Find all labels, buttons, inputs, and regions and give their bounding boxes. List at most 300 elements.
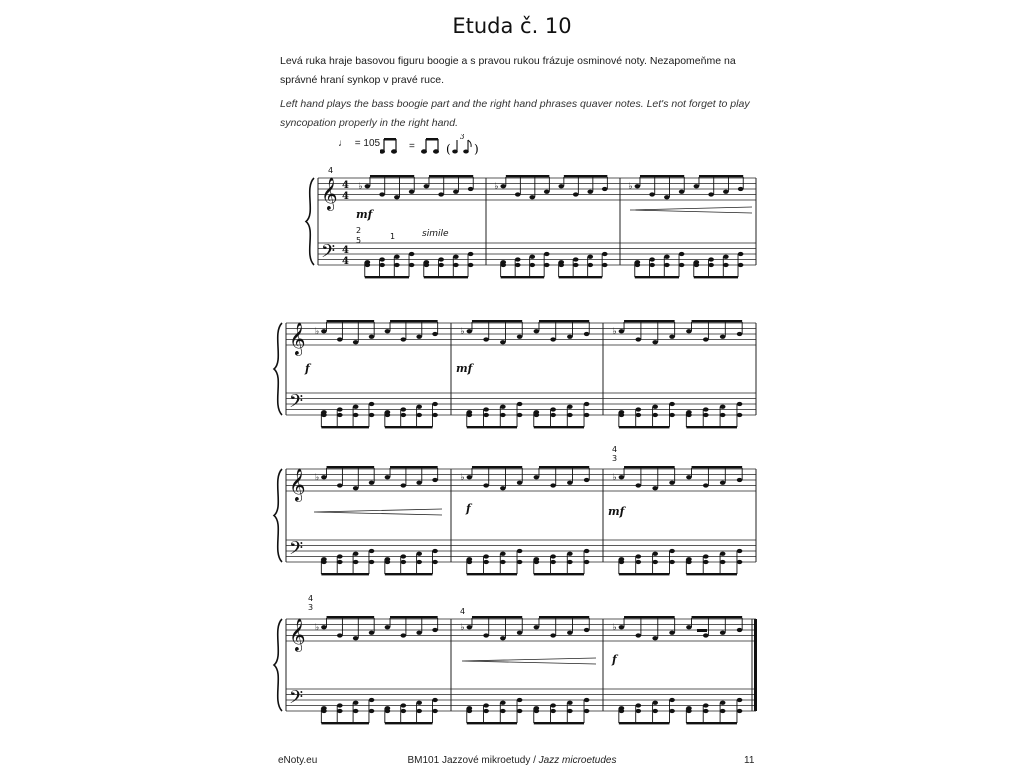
beam [327,616,375,618]
note-head [365,184,371,188]
bass-note-head [353,709,359,713]
bass-beam [467,573,517,575]
note-head [544,190,550,194]
note-head [738,187,744,191]
note-head [708,192,714,196]
measure [358,175,473,278]
footer-page-number: 11 [744,755,755,766]
note-head [401,337,407,341]
note-head [517,335,523,339]
treble-clef-icon: 𝄞 [289,468,306,501]
bass-note-head [401,554,407,558]
bass-note-head [652,709,658,713]
note-head [369,481,375,485]
bass-note-head [619,560,625,564]
note-head [679,190,685,194]
note-head [483,337,489,341]
bass-note-head [550,413,556,417]
bass-note-head [636,413,642,417]
fingering: 2 [356,226,362,235]
bass-beam [694,276,738,278]
brace [274,323,282,415]
bass-note-head [337,554,343,558]
bass-note-head [584,698,590,702]
measure [494,175,607,278]
flat-icon: ♭ [494,182,499,192]
bass-note-head [649,263,655,267]
bass-note-head [567,709,573,713]
time-signature-top: 4 [342,180,349,191]
beam [472,616,522,618]
beam [390,616,438,618]
note-head [467,475,473,479]
bass-clef-icon: 𝄢 [289,687,304,713]
hairpin [314,509,442,515]
note-head [720,631,726,635]
bass-note-head [703,703,709,707]
bass-note-head [483,554,489,558]
bass-note-head [534,709,540,713]
bass-note-head [353,701,359,705]
note-head [720,335,726,339]
fingering: 4 [612,445,618,454]
bass-note-head [379,257,385,261]
bass-note-head [500,405,506,409]
beam [699,175,743,177]
system-2 [274,320,756,428]
bass-note-head [483,413,489,417]
bass-note-head [409,252,415,256]
note-head [652,636,658,640]
note-head [669,335,675,339]
treble-clef-icon: 𝄞 [289,618,306,651]
note-head [737,332,743,336]
bass-note-head [619,709,625,713]
bass-beam [501,276,545,278]
note-head [567,631,573,635]
time-signature-bottom: 4 [342,256,349,267]
bass-note-head [401,703,407,707]
measure [612,616,742,724]
bass-note-head [723,255,729,259]
fingering: 1 [390,232,396,241]
bass-note-head [337,413,343,417]
note-head [602,187,608,191]
simile-marking: simile [422,229,449,239]
flat-icon: ♭ [314,623,320,633]
note-head [558,184,564,188]
brace [306,178,314,265]
bass-note-head [737,402,743,406]
bass-note-head [703,560,709,564]
flat-icon: ♭ [612,473,617,483]
hairpin [630,207,752,213]
bass-note-head [567,413,573,417]
note-head [635,184,641,188]
bass-note-head [550,709,556,713]
bass-note-head [567,405,573,409]
bass-note-head [679,252,685,256]
note-head [453,190,459,194]
bass-note-head [550,554,556,558]
bass-note-head [703,407,709,411]
hairpin [462,658,596,664]
note-head [636,633,642,637]
beam [327,320,375,322]
svg-text:3: 3 [460,134,465,141]
system-3 [274,466,756,575]
bass-beam [321,573,369,575]
bass-note-head [385,413,391,417]
note-head [550,483,556,487]
flat-icon: ♭ [460,473,465,483]
bass-note-head [500,263,506,267]
bass-note-head [703,413,709,417]
bass-note-head [686,413,692,417]
note-head [737,478,743,482]
bass-note-head [567,560,573,564]
fingering: 5 [356,236,362,245]
bass-note-head [686,709,692,713]
bass-note-head [573,263,579,267]
bass-note-head [468,252,474,256]
bass-note-head [369,402,375,406]
bass-note-head [558,263,564,267]
tempo-equals: = [409,141,415,152]
measure [612,320,742,428]
bass-beam [321,426,369,428]
note-head [550,337,556,341]
beam [624,616,675,618]
time-signature-bottom: 4 [342,191,349,202]
bass-note-head [652,405,658,409]
bass-note-head [649,257,655,261]
bass-note-head [500,709,506,713]
beam [692,320,743,322]
bass-note-head [720,405,726,409]
note-head [467,625,473,629]
note-head [669,481,675,485]
bass-note-head [353,552,359,556]
bass-note-head [703,554,709,558]
bass-note-head [369,560,375,564]
measure [460,320,589,428]
bass-note-head [669,709,675,713]
note-head [468,187,474,191]
bass-note-head [385,560,391,564]
note-head [500,184,506,188]
bass-note-head [515,257,521,261]
note-head [353,340,359,344]
note-head [649,192,655,196]
beam [472,466,522,468]
bass-note-head [737,413,743,417]
beam [539,320,589,322]
bass-note-head [534,560,540,564]
note-head [416,335,422,339]
note-head [432,332,438,336]
measure [460,616,589,724]
system-4 [274,616,757,724]
note-head [584,478,590,482]
bass-note-head [517,413,523,417]
note-head [636,483,642,487]
flat-icon: ♭ [358,182,363,192]
note-head [619,329,625,333]
bass-note-head [602,252,608,256]
bass-beam [635,276,679,278]
bass-note-head [432,549,438,553]
bass-note-head [453,263,459,267]
bass-note-head [467,413,473,417]
dynamic-mf: mf [356,208,373,221]
beam [692,616,743,618]
bass-note-head [321,413,327,417]
bass-note-head [529,263,535,267]
note-head [401,483,407,487]
note-head [517,481,523,485]
bass-note-head [737,709,743,713]
bass-beam [385,573,433,575]
page-title: Etuda č. 10 [452,14,572,38]
bass-note-head [369,709,375,713]
note-head [737,628,743,632]
bass-note-head [517,549,523,553]
note-head [385,625,391,629]
note-head [720,481,726,485]
note-head [500,636,506,640]
note-head [353,636,359,640]
bass-note-head [708,257,714,261]
bass-note-head [517,402,523,406]
note-head [409,190,415,194]
note-head [369,335,375,339]
brace [274,469,282,562]
note-head [723,190,729,194]
footer-book-code: BM101 Jazzové mikroetudy / [407,755,536,766]
bass-beam [619,722,670,724]
time-signature-top: 4 [342,245,349,256]
measure [315,466,438,575]
note-head [584,332,590,336]
bass-clef-icon: 𝄢 [289,391,304,417]
bass-note-head [321,709,327,713]
note-head [416,481,422,485]
bass-note-head [669,698,675,702]
bass-note-head [483,407,489,411]
bass-note-head [723,263,729,267]
beam [390,320,438,322]
note-head [517,631,523,635]
bass-note-head [438,263,444,267]
bass-note-head [424,263,430,267]
bass-beam [686,573,737,575]
note-head [321,625,327,629]
fingering: 3 [612,454,618,463]
bass-note-head [416,413,422,417]
bass-note-head [416,701,422,705]
footer-book-english: Jazz microetudes [538,755,617,766]
measure [460,466,589,575]
bass-beam [321,722,369,724]
bass-note-head [664,263,670,267]
bass-note-head [703,709,709,713]
bass-note-head [669,549,675,553]
beam [370,175,414,177]
bass-beam [467,722,517,724]
note-head [584,628,590,632]
note-head [636,337,642,341]
note-head [432,628,438,632]
dynamic-mf: mf [608,505,625,518]
note-head [529,195,535,199]
beam [390,466,438,468]
intro-english: Left hand plays the bass boogie part and the right hand phrases quaver notes. Let's not forget to play syncopation properly in the right hand. [280,98,750,129]
bass-beam [559,276,603,278]
note-head [321,475,327,479]
bass-note-head [737,698,743,702]
bass-note-head [517,560,523,564]
bass-note-head [694,263,700,267]
bass-note-head [409,263,415,267]
bass-note-head [669,402,675,406]
beam [640,175,684,177]
bass-beam [534,722,584,724]
bass-note-head [337,560,343,564]
bass-note-head [584,560,590,564]
bass-note-head [679,263,685,267]
note-head [567,481,573,485]
note-head [534,329,540,333]
bass-note-head [720,413,726,417]
bass-note-head [567,701,573,705]
bass-note-head [664,255,670,259]
bass-note-head [720,560,726,564]
footer-book-title [0,755,1024,766]
dynamic-f: f [305,362,310,375]
bass-note-head [636,554,642,558]
beam [327,466,375,468]
note-head [550,633,556,637]
bass-note-head [529,255,535,259]
bass-note-head [619,413,625,417]
dynamic-f: f [466,502,471,515]
bass-note-head [652,701,658,705]
bass-note-head [353,413,359,417]
bass-note-head [636,407,642,411]
bass-note-head [369,698,375,702]
note-head [567,335,573,339]
bass-note-head [321,560,327,564]
system-1 [306,175,756,278]
flat-icon: ♭ [460,327,465,337]
bass-note-head [353,560,359,564]
beam [692,466,743,468]
bass-note-head [738,252,744,256]
bass-note-head [550,407,556,411]
note-head [483,483,489,487]
treble-clef-icon: 𝄞 [289,322,306,355]
note-head [385,475,391,479]
note-head [703,483,709,487]
fingering: 3 [308,603,314,612]
note-head [686,625,692,629]
bass-note-head [353,405,359,409]
bass-note-head [544,263,550,267]
bass-note-head [584,709,590,713]
tempo-value: = 105 [354,138,381,149]
bass-note-head [401,709,407,713]
bass-note-head [515,263,521,267]
bass-note-head [500,552,506,556]
beam [539,466,589,468]
bass-note-head [635,263,641,267]
bass-note-head [467,560,473,564]
bass-note-head [337,407,343,411]
note-head [432,478,438,482]
bass-note-head [416,709,422,713]
fingering: 4 [460,607,466,616]
bass-note-head [567,552,573,556]
final-barline [754,619,757,711]
bass-note-head [432,698,438,702]
note-head [385,329,391,333]
bass-beam [385,722,433,724]
flat-icon: ♭ [314,473,320,483]
measure [315,616,438,724]
bass-note-head [652,560,658,564]
bass-beam [385,426,433,428]
note-head [337,633,343,637]
bass-note-head [369,413,375,417]
note-head [337,337,343,341]
bass-note-head [550,560,556,564]
bass-note-head [720,701,726,705]
bass-beam [424,276,468,278]
bass-note-head [720,552,726,556]
note-head [573,192,579,196]
bass-note-head [394,255,400,259]
beam [429,175,473,177]
bass-note-head [365,263,371,267]
bass-note-head [453,255,459,259]
note-head [619,475,625,479]
bass-note-head [401,560,407,564]
note-head [703,337,709,341]
bass-note-head [500,701,506,705]
flat-icon: ♭ [628,182,633,192]
brace [274,619,282,711]
bass-note-head [467,709,473,713]
bass-note-head [401,407,407,411]
bass-note-head [483,703,489,707]
beam [624,466,675,468]
measure [315,320,438,428]
note-head [515,192,521,196]
bass-note-head [416,560,422,564]
bass-note-head [416,405,422,409]
note-head [686,329,692,333]
bass-note-head [432,402,438,406]
bass-note-head [394,263,400,267]
bass-note-head [584,402,590,406]
bass-note-head [517,698,523,702]
flat-icon: ♭ [612,327,617,337]
bass-note-head [587,263,593,267]
fingering: 4 [308,594,314,603]
bass-note-head [636,560,642,564]
measure [612,466,742,575]
